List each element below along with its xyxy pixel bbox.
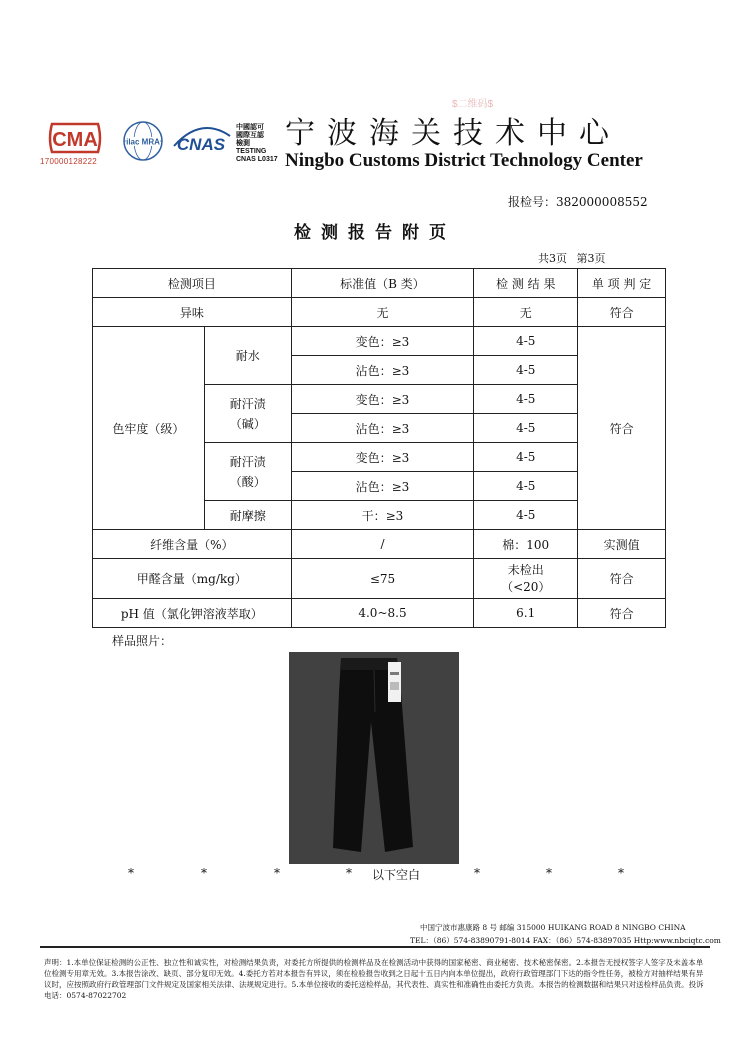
cnas-line: 國際互認	[236, 132, 264, 139]
standard-cell: 无	[291, 298, 474, 327]
blank-marker-row	[0, 866, 750, 884]
table-row	[93, 298, 666, 327]
star-mark: *	[474, 866, 480, 880]
standard-cell: 沾色：≥3	[291, 414, 474, 443]
verdict-cell: 符合	[578, 559, 666, 599]
result-cell: 4-5	[474, 327, 578, 356]
footer-disclaimer: 声明：1.本单位保证检测的公正性、独立性和诚实性，对检测结果负责，对委托方所提供的检测样品及在检测活动中获得的国家秘密、商业秘密、技术秘密保密。2.本报告无授权签字人签字及未盖本单位检测专用章无效。3.本报告涂改、缺页、部分复印无效。4.委托方若对本报告有异议，须在检验报告收到之日起十五日内向本单位提出，政府行政管理部门下达的指令性任务，被检方对抽样结果有异议时，应按照政府行政管理部门文件规定及国家相关法律、法规规定进行。5.本单位接收的委托送检样品，其代表性、真实性和准确性由委托方负责。本报告的检测数据和结果只对送检样品负责。投诉电话：0574-87022702	[44, 958, 704, 1000]
result-cell: 4-5	[474, 501, 578, 530]
cnas-line: 檢測	[236, 140, 250, 147]
ilac-mra-logo	[122, 120, 164, 162]
svg-text:ilac MRA: ilac MRA	[126, 137, 160, 147]
footer-address: 中国宁波市惠康路 8 号 邮编 315000 HUIKANG ROAD 8 NINGBO CHINA	[420, 923, 686, 932]
test-results-table	[92, 268, 666, 628]
standard-cell: /	[291, 530, 474, 559]
result-cell: 4-5	[474, 443, 578, 472]
standard-cell: 变色：≥3	[291, 443, 474, 472]
table-header-row	[93, 269, 666, 298]
verdict-cell: 符合	[578, 599, 666, 628]
footer-contact: TEL：（86）574-83890791-8014 FAX：（86）574-83897035 Http:www.nbciqtc.com	[410, 936, 721, 945]
item-cell: pH 值（氯化钾溶液萃取）	[93, 599, 292, 628]
report-number: 报检号：382000008552	[508, 195, 648, 209]
header-cell: 单 项 判 定	[578, 269, 666, 298]
faint-barcode-placeholder: $二维码$	[452, 99, 494, 110]
org-title-en: Ningbo Customs District Technology Center	[285, 150, 643, 171]
cnas-accreditation-text	[236, 124, 278, 164]
svg-text:CMA: CMA	[52, 129, 98, 151]
verdict-cell: 符合	[578, 298, 666, 327]
item-cell: 色牢度（级）	[93, 327, 205, 530]
cma-logo	[44, 118, 106, 158]
verdict-cell: 实测值	[578, 530, 666, 559]
header-cell: 检 测 结 果	[474, 269, 578, 298]
subitem-line: （酸）	[229, 474, 266, 489]
star-mark: *	[128, 866, 134, 880]
standard-cell: 干：≥3	[291, 501, 474, 530]
table-row	[93, 599, 666, 628]
star-mark: *	[618, 866, 624, 880]
result-cell	[474, 559, 578, 599]
subitem-cell	[204, 443, 291, 501]
result-cell: 无	[474, 298, 578, 327]
standard-cell: 沾色：≥3	[291, 356, 474, 385]
item-cell: 甲醛含量（mg/kg）	[93, 559, 292, 599]
cnas-line: 中國認可	[236, 124, 264, 131]
subitem-line: （碱）	[229, 416, 266, 431]
verdict-cell: 符合	[578, 327, 666, 530]
footer-divider	[40, 946, 710, 948]
sample-photo	[289, 652, 459, 864]
subitem-cell: 耐水	[204, 327, 291, 385]
subitem-cell	[204, 385, 291, 443]
result-cell: 4-5	[474, 356, 578, 385]
cnas-line: CNAS L0317	[236, 156, 278, 163]
header-cell: 标准值（B 类）	[291, 269, 474, 298]
blank-marker-text: 以下空白	[372, 868, 421, 882]
standard-cell: 沾色：≥3	[291, 472, 474, 501]
result-cell: 4-5	[474, 385, 578, 414]
standard-cell: 变色：≥3	[291, 327, 474, 356]
standard-cell: 4.0~8.5	[291, 599, 474, 628]
result-line: （<20）	[501, 579, 551, 594]
header-cell: 检测项目	[93, 269, 292, 298]
cnas-line: TESTING	[236, 148, 267, 155]
org-title-cn: 宁波海关技术中心	[285, 116, 621, 151]
sample-photo-label: 样品照片：	[112, 634, 173, 648]
svg-text:CNAS: CNAS	[176, 135, 226, 154]
star-mark: *	[201, 866, 207, 880]
standard-cell: ≤75	[291, 559, 474, 599]
page-count: 共3页 第3页	[538, 252, 606, 265]
result-line: 未检出	[507, 562, 544, 577]
subitem-line: 耐汗渍	[229, 454, 266, 469]
standard-cell: 变色：≥3	[291, 385, 474, 414]
result-cell: 4-5	[474, 414, 578, 443]
star-mark: *	[546, 866, 552, 880]
star-mark: *	[274, 866, 280, 880]
table-row	[93, 530, 666, 559]
subitem-cell: 耐摩擦	[204, 501, 291, 530]
table-row	[93, 559, 666, 599]
item-cell: 异味	[93, 298, 292, 327]
star-mark: *	[346, 866, 352, 880]
subitem-line: 耐汗渍	[229, 396, 266, 411]
cnas-logo	[170, 122, 232, 158]
table-row	[93, 327, 666, 356]
cma-number: 170000128222	[40, 157, 97, 166]
page-title: 检测报告附页	[294, 223, 456, 243]
result-cell: 4-5	[474, 472, 578, 501]
item-cell: 纤维含量（%）	[93, 530, 292, 559]
result-cell: 6.1	[474, 599, 578, 628]
result-cell: 棉：100	[474, 530, 578, 559]
